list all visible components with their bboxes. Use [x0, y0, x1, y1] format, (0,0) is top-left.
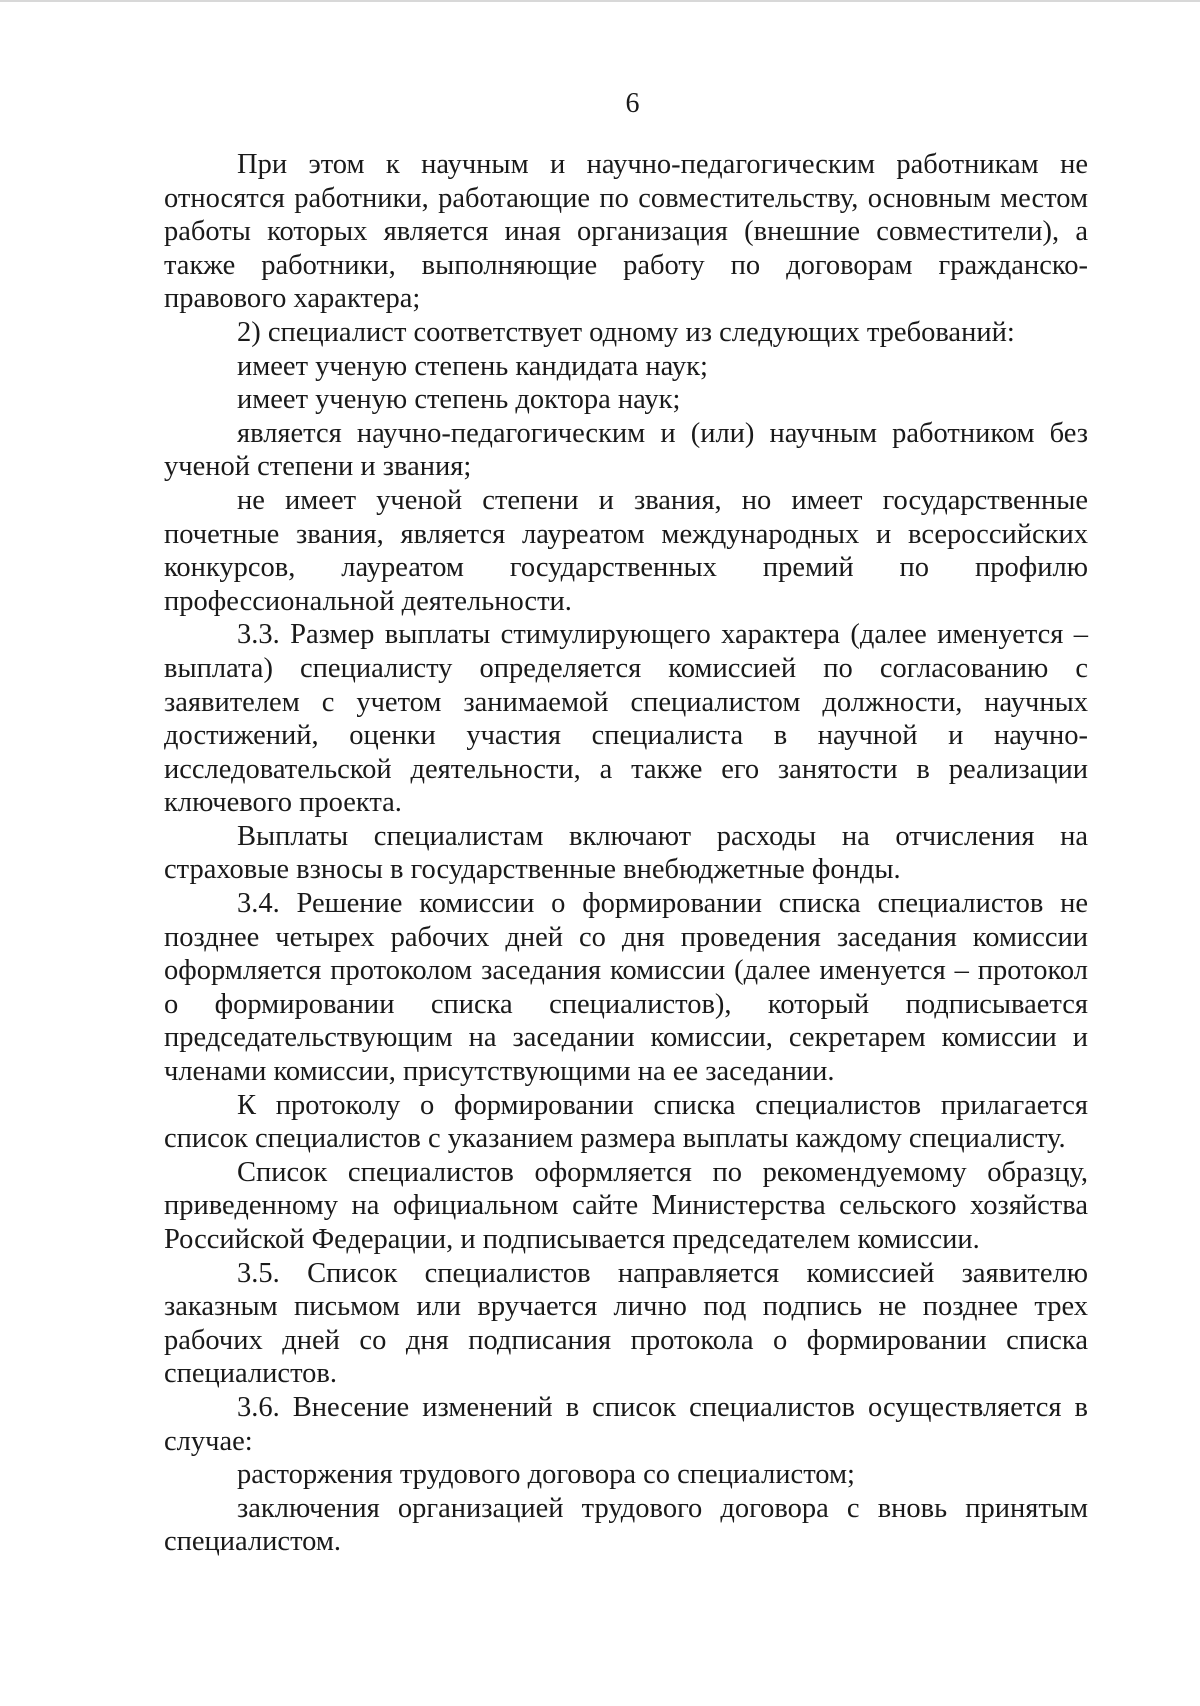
scan-edge — [0, 0, 1200, 2]
paragraph: заключения организацией трудового договора с вновь принятым специалистом. — [164, 1492, 1088, 1558]
paragraph: 3.4. Решение комиссии о формировании списка специалистов не позднее четырех рабочих дней со дня проведения заседания комиссии оформляется протоколом заседания комиссии (далее именуется – протокол о формировании списка специалистов), который подписывается председательствующим на заседании комиссии, секретарем комиссии и членами комиссии, присутствующими на ее заседании. — [164, 888, 1088, 1088]
paragraph: не имеет ученой степени и звания, но имеет государственные почетные звания, является лауреатом международных и всероссийских конкурсов, лауреатом государственных премий по профилю профессиональной деятельности. — [164, 484, 1088, 617]
paragraph: расторжения трудового договора со специалистом; — [237, 1459, 855, 1491]
paragraph: К протоколу о формировании списка специалистов прилагается список специалистов с указанием размера выплаты каждому специалисту. — [164, 1089, 1088, 1155]
paragraph: 2) специалист соответствует одному из следующих требований: — [237, 316, 1015, 348]
paragraph: Выплаты специалистам включают расходы на отчисления на страховые взносы в государственные внебюджетные фонды. — [164, 820, 1088, 886]
page-number: 6 — [625, 88, 640, 119]
paragraph: 3.3. Размер выплаты стимулирующего характера (далее именуется – выплата) специалисту определяется комиссией по согласованию с заявителем с учетом занимаемой специалистом должности, научных достижений, оценки участия специалиста в научной и научно-исследовательской деятельности, а также его занятости в реализации ключевого проекта. — [164, 619, 1088, 819]
paragraph: имеет ученую степень кандидата наук; — [237, 350, 708, 382]
paragraph: является научно-педагогическим и (или) научным работником без ученой степени и звания; — [164, 417, 1088, 483]
paragraph: 3.5. Список специалистов направляется комиссией заявителю заказным письмом или вручается лично под подпись не позднее трех рабочих дней со дня подписания протокола о формировании списка специалистов. — [164, 1257, 1088, 1390]
paragraph: 3.6. Внесение изменений в список специалистов осуществляется в случае: — [164, 1391, 1088, 1457]
paragraph: При этом к научным и научно-педагогическим работникам не относятся работники, работающие по совместительству, основным местом работы которых является иная организация (внешние совместители), а также работники, выполняющие работу по договорам гражданско-правового характера; — [164, 149, 1088, 315]
document-body — [164, 148, 1088, 1559]
paragraph: имеет ученую степень доктора наук; — [237, 384, 681, 416]
paragraph: Список специалистов оформляется по рекомендуемому образцу, приведенному на официальном сайте Министерства сельского хозяйства Российской Федерации, и подписывается председателем комиссии. — [164, 1156, 1088, 1255]
